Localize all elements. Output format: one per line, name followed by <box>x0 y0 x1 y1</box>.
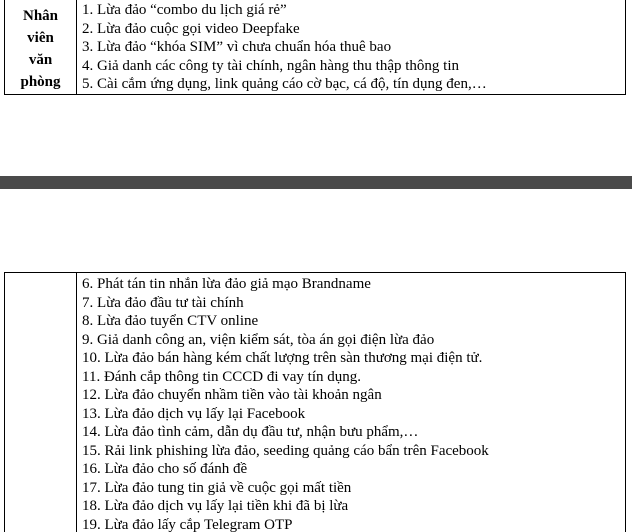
list-item: 6. Phát tán tin nhắn lừa đảo giả mạo Brandname <box>82 276 371 292</box>
list-item: 8. Lừa đảo tuyển CTV online <box>82 313 259 329</box>
list-item: 17. Lừa đảo tung tin giả về cuộc gọi mất tiền <box>82 479 352 496</box>
list-item: 11. Đánh cắp thông tin CCCD đi vay tín dụng. <box>82 368 362 385</box>
list-item: 13. Lừa đảo dịch vụ lấy lại Facebook <box>82 405 306 422</box>
list-item: 4. Giả danh các công ty tài chính, ngân hàng thu thập thông tin <box>82 57 459 74</box>
list-item: 12. Lừa đảo chuyển nhầm tiền vào tài khoản ngân <box>82 387 382 403</box>
list-item: 5. Cài cắm ứng dụng, link quảng cáo cờ bạc, cá độ, tín dụng đen,… <box>82 76 487 92</box>
list-item: 1. Lừa đảo “combo du lịch giá rẻ” <box>82 2 287 18</box>
list-item: 3. Lừa đảo “khóa SIM” vì chưa chuẩn hóa thuê bao <box>82 39 392 55</box>
items-cell <box>77 273 626 532</box>
table-row <box>5 273 626 532</box>
list-item: 10. Lừa đảo bán hàng kém chất lượng trên sàn thương mại điện tử. <box>82 350 483 366</box>
table-row <box>5 0 626 94</box>
list-item: 19. Lừa đảo lấy cắp Telegram OTP <box>82 516 293 532</box>
page-break-divider <box>0 176 632 189</box>
category-line: văn <box>28 52 53 68</box>
category-cell <box>5 0 77 94</box>
list-item: 7. Lừa đảo đầu tư tài chính <box>82 294 244 311</box>
category-cell <box>5 273 77 532</box>
items-cell <box>77 0 626 94</box>
list-item: 18. Lừa đảo dịch vụ lấy lại tiền khi đã bị lừa <box>82 498 349 514</box>
list-item: 14. Lừa đảo tình cảm, dẫn dụ đầu tư, nhận bưu phẩm,… <box>82 424 419 440</box>
list-item: 16. Lừa đảo cho số đánh đề <box>82 461 248 477</box>
list-item: 2. Lừa đảo cuộc gọi video Deepfake <box>82 20 300 37</box>
fraud-table-bottom <box>4 272 626 532</box>
fraud-table-top <box>4 0 626 95</box>
list-item: 15. Rải link phishing lừa đảo, seeding quảng cáo bẩn trên Facebook <box>82 442 489 459</box>
list-item: 9. Giả danh công an, viện kiểm sát, tòa án gọi điện lừa đảo <box>82 331 435 348</box>
category-line: phòng <box>20 74 61 90</box>
category-line: Nhân <box>22 8 59 24</box>
category-line: viên <box>27 30 54 46</box>
